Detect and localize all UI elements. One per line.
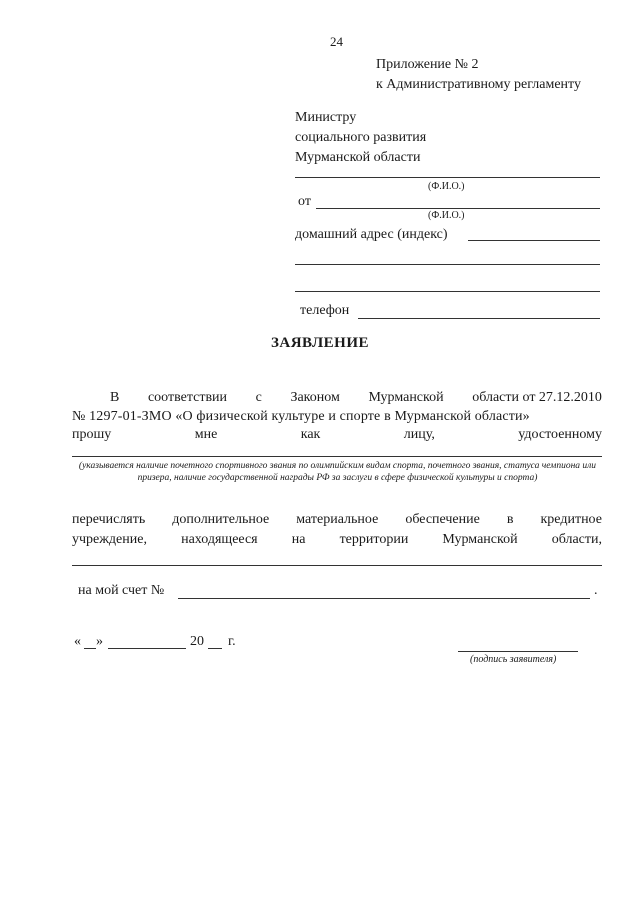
year-suffix: г. — [228, 634, 236, 649]
address-underline-2[interactable] — [295, 264, 600, 265]
address-underline-3[interactable] — [295, 291, 600, 292]
appendix-title: Приложение № 2 — [376, 57, 479, 72]
addressee-line-2: социального развития — [295, 130, 427, 145]
document-title: ЗАЯВЛЕНИЕ — [270, 335, 370, 351]
bank-underline[interactable] — [72, 565, 602, 566]
month-underline[interactable] — [108, 648, 186, 649]
body-line-1: В соответствии с Законом Мурманской области от 27.12.2010 — [110, 390, 602, 405]
fio-hint: (Ф.И.О.) — [428, 181, 465, 192]
from-hint: (Ф.И.О.) — [428, 210, 465, 221]
date-open-quote: « — [74, 634, 81, 649]
year-prefix: 20 — [190, 634, 204, 649]
body-line-4: перечислять дополнительное материальное обеспечение в кредитное — [72, 512, 602, 527]
body-line-5: учреждение, находящееся на территории Мурманской области, — [72, 532, 602, 547]
signature-underline[interactable] — [458, 651, 578, 652]
body-line-2: № 1297-01-ЗМО «О физической культуре и спорте в Мурманской области» — [72, 409, 530, 424]
year-underline[interactable] — [208, 648, 222, 649]
page-number: 24 — [330, 34, 343, 49]
honour-note: (указывается наличие почетного спортивного звания по олимпийским видам спорта, почетного звания, статуса чемпиона или призера, наличие государственной награды РФ за заслуги в сфере физической культуры и спорта) — [78, 461, 597, 483]
date-close-quote: » — [96, 634, 103, 649]
body-line-3: прошу мне как лицу, удостоенному — [72, 427, 602, 442]
day-underline[interactable] — [84, 648, 96, 649]
signature-hint: (подпись заявителя) — [470, 654, 557, 665]
from-underline[interactable] — [316, 208, 600, 209]
appendix-subtitle: к Административному регламенту — [376, 77, 581, 92]
account-underline[interactable] — [178, 598, 590, 599]
addressee-line-1: Министру — [295, 110, 357, 125]
address-label: домашний адрес (индекс) — [295, 227, 448, 242]
phone-label: телефон — [300, 303, 350, 318]
from-label: от — [298, 194, 311, 209]
account-end: . — [594, 583, 598, 598]
addressee-line-3: Мурманской области — [295, 150, 421, 165]
fio-underline[interactable] — [295, 177, 600, 178]
phone-underline[interactable] — [358, 318, 600, 319]
account-label: на мой счет № — [78, 583, 165, 598]
honour-underline[interactable] — [72, 456, 602, 457]
address-underline-1[interactable] — [468, 240, 600, 241]
